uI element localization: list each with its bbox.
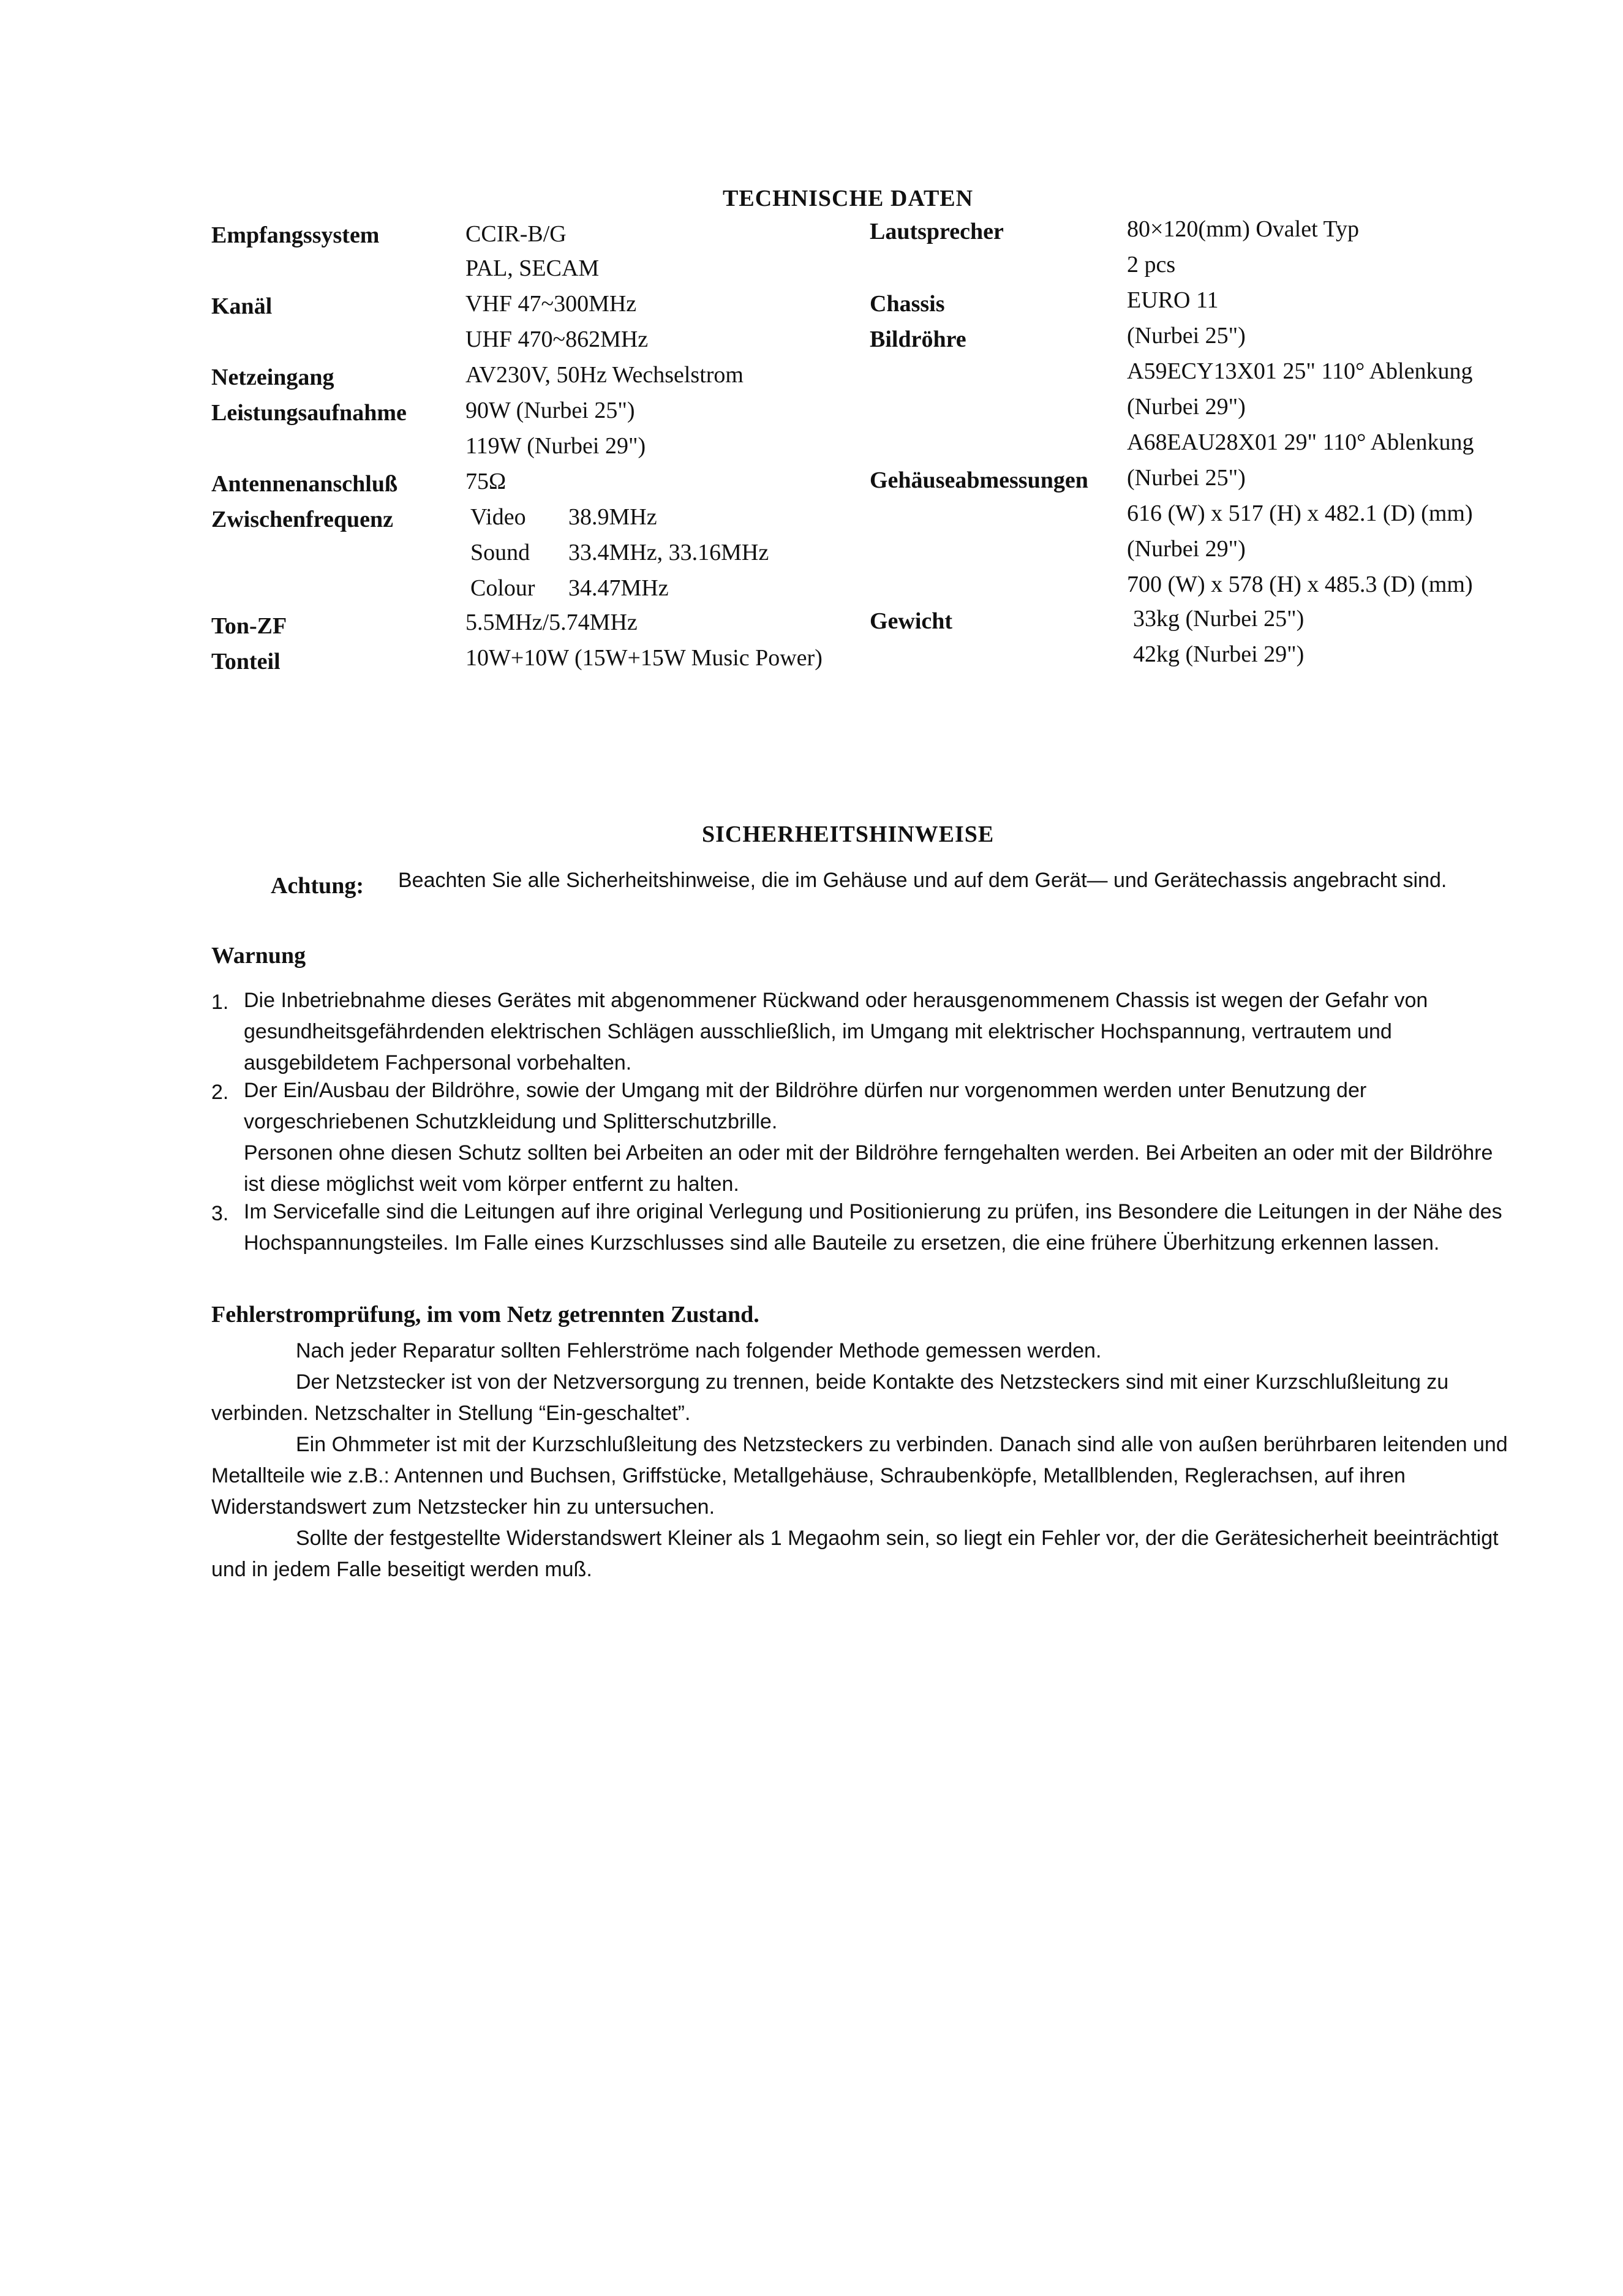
label-leistungsaufnahme: Leistungsaufnahme <box>211 400 407 426</box>
zf-sound-value: 33.4MHz, 33.16MHz <box>568 540 769 565</box>
item-2-text-continued: Personen ohne diesen Schutz sollten bei Arbeiten an oder mit der Bildröhre ferngehalten werden. Bei Arbeiten an oder mit der Bildröhre ist diese möglichst weit vom körper entfernt zu halten. <box>244 1141 1493 1196</box>
value-gehaeuse-25-note: (Nurbei 25") <box>1127 465 1246 491</box>
label-empfangssystem: Empfangssystem <box>211 222 380 248</box>
value-gehaeuse-29-note: (Nurbei 29") <box>1127 536 1246 562</box>
achtung-label: Achtung: <box>271 873 364 899</box>
fehler-title: Fehlerstromprüfung, im vom Netz getrennten Zustand. <box>211 1302 759 1327</box>
item-3-number: 3. <box>211 1202 229 1225</box>
label-lautsprecher: Lautsprecher <box>870 219 1004 244</box>
item-1-number: 1. <box>211 991 229 1014</box>
zf-colour-value: 34.47MHz <box>568 575 669 601</box>
label-zwischenfrequenz: Zwischenfrequenz <box>211 507 393 532</box>
label-bildroehre: Bildröhre <box>870 327 966 352</box>
value-lautsprecher-1: 80×120(mm) Ovalet Typ <box>1127 216 1360 242</box>
label-gewicht: Gewicht <box>870 608 953 634</box>
value-lautsprecher-2: 2 pcs <box>1127 252 1176 278</box>
label-gehaeuseabmessungen: Gehäuseabmessungen <box>870 467 1088 493</box>
item-3-text: Im Servicefalle sind die Leitungen auf ihre original Verlegung und Positionierung zu prüfen, ins Besondere die Leitungen in der Nähe des Hochspannungsteiles. Im Falle eines Kurzschlusses sind alle Bauteile zu ersetzen, die eine frühere Überhitzung erkennen lassen. <box>244 1200 1502 1255</box>
value-empfangssystem-2: PAL, SECAM <box>465 255 600 281</box>
value-bildroehre-29: A68EAU28X01 29" 110° Ablenkung <box>1127 429 1474 455</box>
value-empfangssystem-1: CCIR-B/G <box>465 221 567 247</box>
label-ton-zf: Ton-ZF <box>211 613 287 639</box>
zf-video-value: 38.9MHz <box>568 504 657 530</box>
value-leistung-25: 90W (Nurbei 25") <box>465 398 635 423</box>
label-chassis: Chassis <box>870 291 945 317</box>
value-netzeingang: AV230V, 50Hz Wechselstrom <box>465 362 744 388</box>
value-bildroehre-29-note: (Nurbei 29") <box>1127 394 1246 420</box>
label-tonteil: Tonteil <box>211 649 281 674</box>
value-ton-zf: 5.5MHz/5.74MHz <box>465 610 638 635</box>
safety-title: SICHERHEITSHINWEISE <box>702 821 995 847</box>
item-2-number: 2. <box>211 1081 229 1104</box>
fehler-paragraph-1: Nach jeder Reparatur sollten Fehlerströme nach folgender Methode gemessen werden. <box>296 1339 1102 1362</box>
item-1-text: Die Inbetriebnahme dieses Gerätes mit abgenommener Rückwand oder herausgenommenem Chassis ist wegen der Gefahr von gesundheitsgefährdenden elektrischen Schlägen ausschließlich, im Umgang mit elektrischer Hochspannung, vertrautem und ausgebildetem Fachpersonal vorbehalten. <box>244 989 1428 1074</box>
fehler-paragraph-3: Ein Ohmmeter ist mit der Kurzschlußleitung des Netzsteckers zu verbinden. Danach sind alle von außen berührbaren leitenden und Metallteile wie z.B.: Antennen und Buchsen, Griffstücke, Metallgehäuse, Schraubenköpfe, Metallblenden, Reglerachsen, auf ihren Widerstandswert zum Netzstecker hin zu untersuchen. <box>211 1433 1508 1519</box>
value-tonteil: 10W+10W (15W+15W Music Power) <box>465 645 823 671</box>
fehler-paragraph-2: Der Netzstecker ist von der Netzversorgung zu trennen, beide Kontakte des Netzsteckers sind mit einer Kurzschlußleitung zu verbinden. Netzschalter in Stellung “Ein-geschaltet”. <box>211 1370 1449 1425</box>
value-chassis: EURO 11 <box>1127 287 1219 313</box>
label-kanal: Kanäl <box>211 293 273 319</box>
value-gewicht-29: 42kg (Nurbei 29") <box>1133 641 1305 667</box>
label-antennenanschluss: Antennenanschluß <box>211 471 398 497</box>
tech-title: TECHNISCHE DATEN <box>723 186 974 211</box>
item-2-text: Der Ein/Ausbau der Bildröhre, sowie der Umgang mit der Bildröhre dürfen nur vorgenommen werden unter Benutzung der vorgeschriebenen Schutzkleidung und Splitterschutzbrille. <box>244 1079 1367 1133</box>
value-kanal-vhf: VHF 47~300MHz <box>465 291 637 317</box>
zf-sound-name: Sound <box>470 540 530 565</box>
value-gehaeuse-29: 700 (W) x 578 (H) x 485.3 (D) (mm) <box>1127 572 1473 597</box>
value-bildroehre-25-note: (Nurbei 25") <box>1127 323 1246 349</box>
zf-colour-name: Colour <box>470 575 535 601</box>
fehler-paragraph-4: Sollte der festgestellte Widerstandswert Kleiner als 1 Megaohm sein, so liegt ein Fehler vor, der die Gerätesicherheit beeinträchtigt und in jedem Falle beseitigt werden muß. <box>211 1527 1499 1581</box>
warnung-label: Warnung <box>211 943 306 969</box>
zf-video-name: Video <box>470 504 526 530</box>
value-kanal-uhf: UHF 470~862MHz <box>465 327 649 352</box>
value-leistung-29: 119W (Nurbei 29") <box>465 433 646 459</box>
label-netzeingang: Netzeingang <box>211 364 334 390</box>
value-gehaeuse-25: 616 (W) x 517 (H) x 482.1 (D) (mm) <box>1127 500 1473 526</box>
value-gewicht-25: 33kg (Nurbei 25") <box>1133 606 1305 632</box>
value-bildroehre-25: A59ECY13X01 25" 110° Ablenkung <box>1127 358 1473 384</box>
value-antennenanschluss: 75Ω <box>465 469 506 494</box>
achtung-text: Beachten Sie alle Sicherheitshinweise, die im Gehäuse und auf dem Gerät— und Gerätechassis angebracht sind. <box>398 869 1447 892</box>
